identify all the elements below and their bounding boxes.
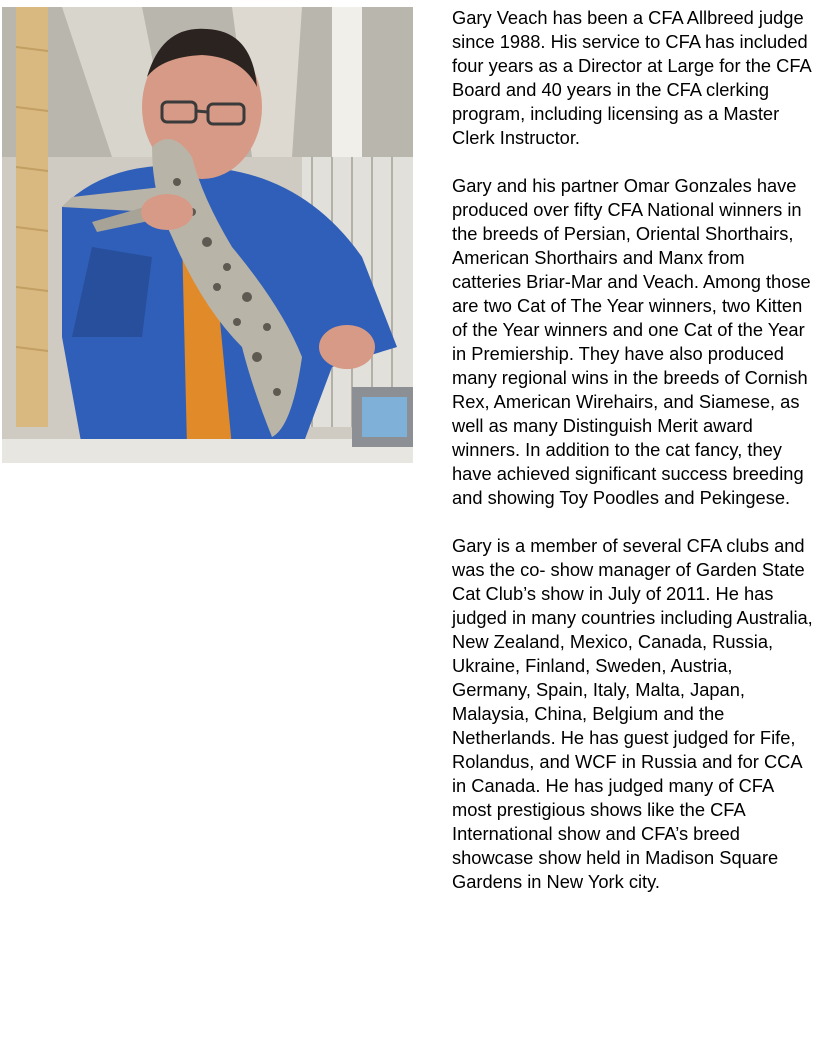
bio-paragraph-breeding: Gary and his partner Omar Gonzales have produced over fifty CFA National winners in the breeds of Persian, Oriental Shorthairs, American Shorthairs and Manx from catteries Briar-Mar and Veach. Among those are two Cat of The Year winners, two Kitten of the Year winners and one Cat of the Year in Premiership. They have also produced many regional wins in the breeds of Cornish Rex, American Wirehairs, and Siamese, as well as many Distinguish Merit award winners. In addition to the cat fancy, they have achieved significant success breeding and showing Toy Poodles and Pekingese. (452, 175, 811, 508)
bio-paragraph-judging: Gary is a member of several CFA clubs and was the co- show manager of Garden State Cat Club’s show in July of 2011. He has judged in many countries including Australia, New Zealand, Mexico, Canada, Russia, Ukraine, Finland, Sweden, Austria, Germany, Spain, Italy, Malta, Japan, Malaysia, China, Belgium and the Netherlands. He has guest judged for Fife, Rolandus, and WCF in Russia and for CCA in Canada. He has judged many of CFA most prestigious shows like the CFA International show and CFA’s breed showcase show held in Madison Square Gardens in New York city. (452, 535, 813, 892)
judge-holding-cat-image (2, 7, 413, 463)
judge-photo (2, 7, 413, 463)
bio-paragraph-credentials: Gary Veach has been a CFA Allbreed judge since 1988. His service to CFA has included four years as a Director at Large for the CFA Board and 40 years in the CFA clerking program, including licensing as a Master Clerk Instructor. (452, 7, 811, 148)
judge-biography (452, 6, 816, 894)
